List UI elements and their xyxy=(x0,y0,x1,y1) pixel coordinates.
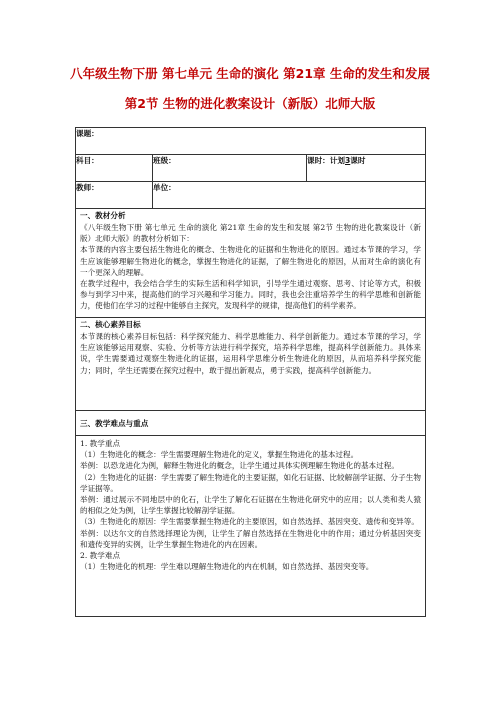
section3-paragraph: 举例：以恐龙进化为例，解释生物进化的概念，让学生通过具体实例理解生物进化的基本过程。 xyxy=(80,461,399,471)
teacher-row xyxy=(76,182,426,209)
section2-row xyxy=(76,318,426,411)
topic-label: 课题： xyxy=(76,128,426,155)
section3-paragraph: （2）生物进化的证据：学生需要了解生物进化的主要证据，如化石证据、比较解剖学证据、分子生物学证据等。 xyxy=(80,472,422,493)
section1-body xyxy=(76,222,425,314)
section2-body xyxy=(76,331,425,378)
section3-paragraph: 2. 教学难点 xyxy=(80,551,121,561)
class-label: 班级： xyxy=(153,155,307,182)
document-title-line1: 八年级生物下册 第七单元 生命的演化 第21章 生命的发生和发展 xyxy=(70,66,430,81)
document-title-line2: 第2节 生物的进化教案设计（新版）北师大版 xyxy=(124,96,376,111)
section3-body xyxy=(76,436,425,574)
section3-paragraph: （1）生物进化的概念：学生需要理解生物进化的定义，掌握生物进化的基本过程。 xyxy=(80,450,359,460)
teacher-label: 教师： xyxy=(76,182,153,209)
section3-row xyxy=(76,436,426,617)
section2-title: 二、核心素养目标 xyxy=(80,320,141,329)
subject-label: 科目： xyxy=(76,155,153,182)
section3-paragraph: 举例：通过展示不同地层中的化石，让学生了解化石证据在生物进化研究中的应用；以人类和类人猿的相似之处为例，让学生掌握比较解剖学证据。 xyxy=(80,495,422,516)
section1-title: 一、教材分析 xyxy=(80,211,126,220)
section3-paragraph: 举例：以达尔文的自然选择理论为例，让学生了解自然选择在生物进化中的作用；通过分析基因突变和遗传变异的实例，让学生掌握生物进化的内在因素。 xyxy=(80,528,422,549)
section1-paragraph: 在教学过程中，我会结合学生的实际生活和科学知识，引导学生通过观察、思考、讨论等方式，积极参与到学习中来，提高他们的学习兴趣和学习能力。同时，我也会注重培养学生的科学思维和创新能力，使他们在学习的过程中能够自主探究，发现科学的规律，提高他们的科学素养。 xyxy=(80,279,422,311)
hours-cell xyxy=(307,155,426,182)
section3-paragraph: 1. 教学重点 xyxy=(80,439,121,448)
hours-suffix: 课时 xyxy=(350,156,366,165)
unit-label: 单位： xyxy=(153,182,426,209)
hours-value: 3 xyxy=(344,156,351,165)
section2-paragraph: 本节课的核心素养目标包括：科学探究能力、科学思维能力、科学创新能力。通过本节课的学习，学生应该能够运用观察、实验、分析等方法进行科学探究，培养科学思维，提高科学创新能力。具体来说，学生需要通过观察生物进化的证据，运用科学思维分析生物进化的原因，从而培养科学探究能力；同时，学生还需要在探究过程中，敢于提出新观点，勇于实践，提高科学创新能力。 xyxy=(80,332,422,375)
hours-prefix: 课时：计划 xyxy=(307,156,345,165)
section1-paragraph: 《八年级生物下册 第七单元 生命的演化 第21章 生命的发生和发展 第2节 生物的进化教案设计（新版）北师大版》的教材分析如下： xyxy=(80,223,422,244)
section3-paragraph: （3）生物进化的原因：学生需要掌握生物进化的主要原因，如自然选择、基因突变、遗传和变异等。 xyxy=(80,517,419,527)
section3-title: 三、教学难点与重点 xyxy=(80,418,149,428)
section3-paragraph: （1）生物进化的机理：学生难以理解生物进化的内在机制，如自然选择、基因突变等。 xyxy=(80,562,374,572)
section3-header-row xyxy=(76,411,426,436)
topic-row xyxy=(76,128,426,155)
lesson-plan-table xyxy=(75,127,426,617)
subject-row xyxy=(76,155,426,182)
section1-row xyxy=(76,209,426,318)
section1-paragraph: 本节课的内容主要包括生物进化的概念、生物进化的证据和生物进化的原因。通过本节课的学习，学生应该能够理解生物进化的概念，掌握生物进化的证据，了解生物进化的原因，从而对生命的演化有一个更深入的理解。 xyxy=(80,245,422,277)
